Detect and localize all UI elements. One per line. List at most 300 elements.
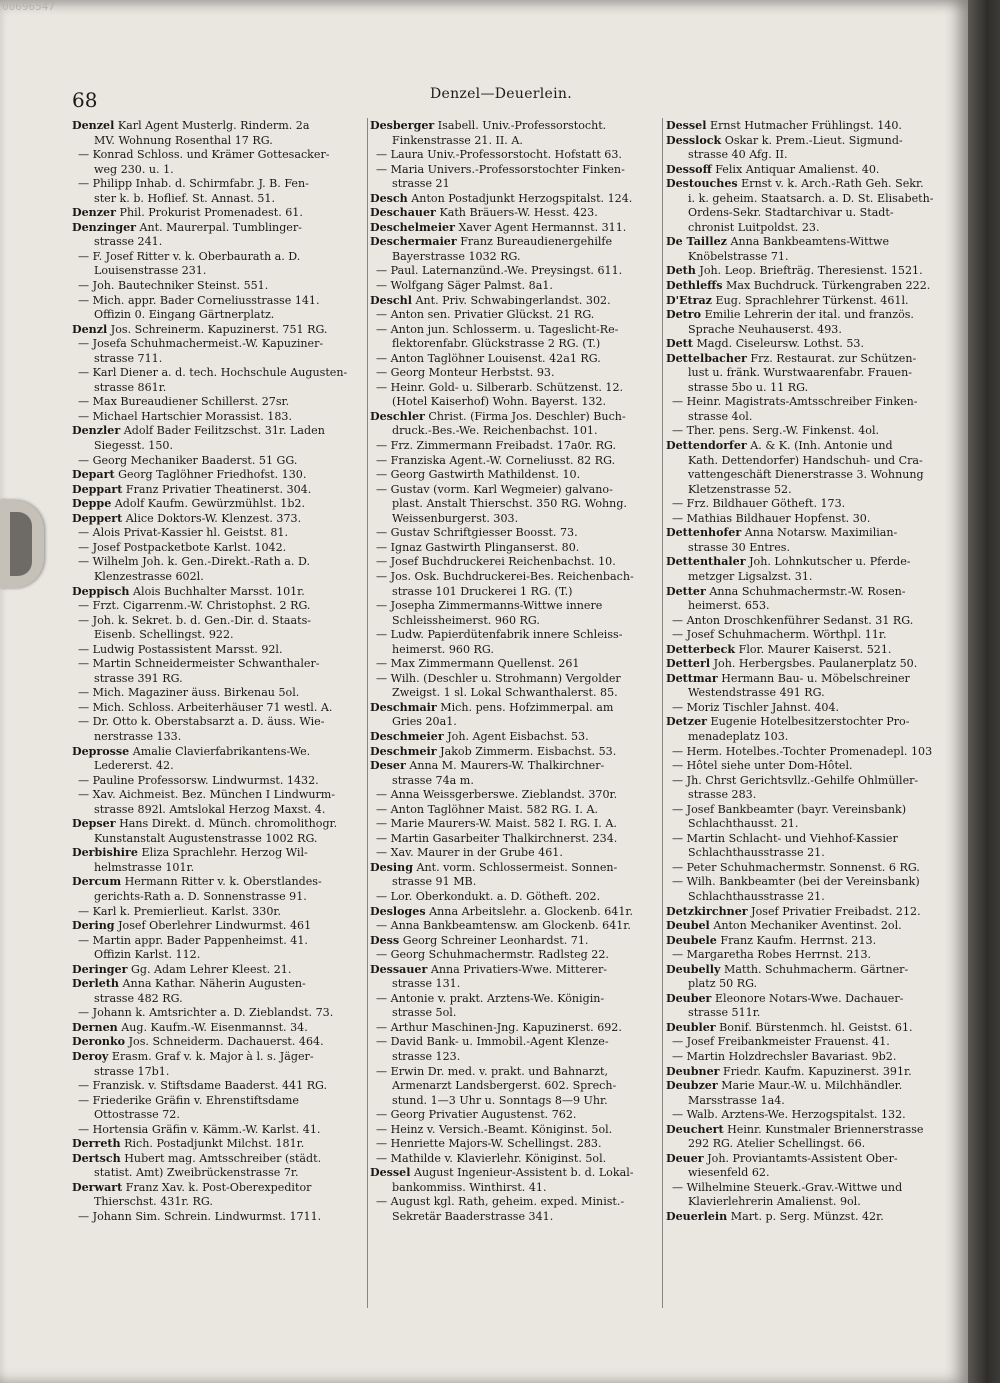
sub-entry: — Friederike Gräfin v. Ehrenstiftsdame [78, 1093, 299, 1107]
entry-surname: Dernen [72, 1020, 118, 1034]
entry-details: Josef Privatier Freibadst. 212. [751, 904, 921, 918]
sub-entry: — Franziska Agent.-W. Corneliusst. 82 RG. [376, 453, 616, 467]
entry-details: Ant. Maurerpal. Tumblinger- [139, 220, 302, 234]
sub-entry: — Antonie v. prakt. Arztens-We. Königin- [376, 991, 605, 1005]
sub-entry: — Heinr. Magistrats-Amtsschreiber Finken- [672, 395, 918, 409]
directory-entry [72, 424, 364, 439]
directory-entry [370, 206, 660, 221]
continuation-line: Ledererst. 42. [94, 759, 174, 773]
entry-details: Franz Bureaudienergehilfe [460, 235, 613, 249]
entry-surname: Deubelly [666, 962, 721, 976]
continuation-line: Weissenburgerst. 303. [392, 511, 519, 525]
continuation-line: platz 50 RG. [688, 977, 758, 991]
entry-surname: Deuber [666, 991, 712, 1005]
entry-details: Joh. Proviantamts-Assistent Ober- [707, 1151, 898, 1165]
continuation-line: Sprache Neuhauserst. 493. [688, 322, 842, 336]
continuation-line: ster k. b. Hoflief. St. Annast. 51. [94, 191, 275, 205]
entry-surname: Deschmeir [370, 744, 437, 758]
continuation-line: bankommiss. Winthirst. 41. [392, 1180, 547, 1194]
entry-details: Alice Doktors-W. Klenzest. 373. [125, 511, 302, 525]
entry-details: Ant. Priv. Schwabingerlandst. 302. [415, 293, 611, 307]
sub-entry: — Paul. Laternanzünd.-We. Preysingst. 611. [376, 264, 623, 278]
directory-entry [72, 817, 364, 832]
sub-entry: — Hôtel siehe unter Dom-Hôtel. [672, 759, 853, 773]
directory-entry [370, 934, 660, 949]
sub-entry: — Hortensia Gräfin v. Kämm.-W. Karlst. 41. [78, 1122, 321, 1136]
directory-entry [370, 1166, 660, 1181]
entry-details: Heinr. Kunstmaler Briennerstrasse [727, 1122, 924, 1136]
entry-surname: Deth [666, 264, 696, 278]
entry-details: Rich. Postadjunkt Milchst. 181r. [124, 1137, 305, 1151]
entry-surname: Deuer [666, 1151, 704, 1165]
sub-entry: — Martin Gasarbeiter Thalkirchnerst. 234. [376, 831, 618, 845]
entry-details: Anna Kathar. Näherin Augusten- [122, 977, 306, 991]
entry-surname: Detter [666, 584, 706, 598]
continuation-line: 292 RG. Atelier Schellingst. 66. [688, 1137, 866, 1151]
sub-entry: — Karl k. Premierlieut. Karlst. 330r. [78, 904, 282, 918]
sub-entry: — Max Bureaudiener Schillerst. 27sr. [78, 395, 290, 409]
entry-surname: Dettenhofer [666, 526, 742, 540]
entry-surname: Deringer [72, 962, 128, 976]
entry-details: Joh. Herbergsbes. Paulanerplatz 50. [713, 657, 918, 671]
sub-entry: — Josef Bankbeamter (bayr. Vereinsbank) [672, 802, 907, 816]
entry-details: Xaver Agent Hermannst. 311. [458, 220, 627, 234]
continuation-line: heimerst. 960 RG. [392, 642, 494, 656]
entry-details: Joh. Leop. Briefträg. Theresienst. 1521. [699, 264, 923, 278]
directory-entry [666, 264, 952, 279]
directory-entry [72, 1050, 364, 1065]
entry-details: Friedr. Kaufm. Kapuzinerst. 391r. [723, 1064, 912, 1078]
continuation-line: strasse 30 Entres. [688, 540, 790, 554]
entry-surname: Deschelmeier [370, 220, 455, 234]
sub-entry: — Anton Taglöhner Louisenst. 42a1 RG. [376, 351, 601, 365]
directory-entry [666, 352, 952, 367]
sub-entry: — Johann Sim. Schrein. Lindwurmst. 1711. [78, 1210, 322, 1224]
entry-surname: Dessel [370, 1166, 411, 1180]
directory-entry [72, 846, 364, 861]
directory-entry [370, 701, 660, 716]
continuation-line: heimerst. 653. [688, 599, 770, 613]
sub-entry: — Heinr. Gold- u. Silberarb. Schützenst. 12. [376, 380, 624, 394]
directory-entry [72, 875, 364, 890]
entry-surname: Deubel [666, 919, 710, 933]
sub-entry: — Dr. Otto k. Oberstabsarzt a. D. äuss. Wie- [78, 715, 325, 729]
entry-surname: Deuchert [666, 1122, 724, 1136]
entry-details: Bonif. Bürstenmch. hl. Geistst. 61. [719, 1020, 913, 1034]
entry-details: Phil. Prokurist Promenadest. 61. [119, 206, 303, 220]
entry-surname: Denzl [72, 322, 108, 336]
column-1 [72, 119, 364, 1225]
directory-entry [72, 1181, 364, 1196]
continuation-line: Armenarzt Landsbergerst. 602. Sprech- [392, 1079, 617, 1093]
binding-tab [0, 500, 44, 588]
directory-entry [666, 163, 952, 178]
directory-entry [666, 657, 952, 672]
directory-entry [72, 977, 364, 992]
entry-surname: Denzer [72, 206, 116, 220]
directory-entry [666, 119, 952, 134]
sub-entry: — Anna Bankbeamtensw. am Glockenb. 641r. [376, 919, 631, 933]
entry-surname: Destouches [666, 177, 738, 191]
sub-entry: — Georg Gastwirth Mathildenst. 10. [376, 468, 581, 482]
continuation-line: strasse 5bo u. 11 RG. [688, 380, 809, 394]
entry-details: Hans Direkt. d. Münch. chromolithogr. [119, 817, 338, 831]
entry-details: Georg Taglöhner Friedhofst. 130. [118, 468, 307, 482]
directory-entry [666, 337, 952, 352]
entry-surname: Denzler [72, 424, 121, 438]
sub-entry: — Anna Weissgerberswe. Zieblandst. 370r. [376, 788, 618, 802]
entry-details: Hermann Bau- u. Möbelschreiner [721, 671, 910, 685]
directory-entry [370, 905, 660, 920]
sub-entry: — Mathilde v. Klavierlehr. Königinst. 5ol. [376, 1151, 607, 1165]
sub-entry: — Martin Holzdrechsler Bavariast. 9b2. [672, 1050, 897, 1063]
entry-surname: Deuerlein [666, 1210, 728, 1224]
continuation-line: i. k. geheim. Staatsarch. a. D. St. Elisabeth- [688, 191, 934, 205]
sub-entry: — Frz. Bildhauer Götheft. 173. [672, 497, 846, 511]
entry-details: Adolf Kaufm. Gewürzmühlst. 1b2. [114, 497, 306, 511]
sub-entry: — Mathias Bildhauer Hopfenst. 30. [672, 511, 871, 525]
entry-details: Anna Bankbeamtens-Wittwe [730, 235, 890, 249]
entry-surname: Dettelbacher [666, 351, 747, 365]
entry-details: Eugenie Hotelbesitzerstochter Pro- [710, 715, 910, 729]
sub-entry: — Marie Maurers-W. Maist. 582 I. RG. I. A. [376, 817, 617, 831]
entry-surname: Dettmar [666, 671, 718, 685]
continuation-line: strasse 5ol. [392, 1006, 457, 1020]
directory-entry [666, 555, 952, 570]
entry-details: Ant. vorm. Schlossermeist. Sonnen- [416, 860, 618, 874]
sub-entry: — Ludw. Papierdütenfabrik innere Schleiss- [376, 628, 623, 642]
directory-entry [72, 512, 364, 527]
entry-surname: Deschl [370, 293, 412, 307]
sub-entry: — Konrad Schloss. und Krämer Gottesacker- [78, 148, 330, 162]
directory-entry [666, 905, 952, 920]
sub-entry: — Josef Schuhmacherm. Wörthpl. 11r. [672, 628, 887, 642]
entry-details: Anton Mechaniker Aventinst. 2ol. [713, 919, 902, 933]
column-3 [666, 119, 952, 1225]
entry-details: Anna Privatiers-Wwe. Mitterer- [430, 962, 608, 976]
entry-surname: Depart [72, 468, 115, 482]
entry-details: Karl Agent Musterlg. Rinderm. 2a [117, 119, 310, 132]
directory-entry [666, 177, 952, 192]
entry-surname: Desloges [370, 904, 426, 918]
entry-surname: Detterbeck [666, 642, 736, 656]
continuation-line: Schleissheimerst. 960 RG. [392, 613, 540, 627]
entry-details: Aug. Kaufm.-W. Eisenmannst. 34. [121, 1020, 308, 1034]
entry-details: Anna Arbeitslehr. a. Glockenb. 641r. [429, 904, 633, 918]
directory-entry [666, 672, 952, 687]
continuation-line: lust u. fränk. Wurstwaarenfabr. Frauen- [688, 366, 912, 380]
entry-details: Mart. p. Serg. Münzst. 42r. [730, 1210, 884, 1224]
sub-entry: — Jos. Osk. Buchdruckerei-Bes. Reichenbach- [376, 569, 634, 583]
entry-details: Matth. Schuhmacherm. Gärtner- [723, 962, 909, 976]
continuation-line: strasse 711. [94, 351, 163, 365]
continuation-line: Kletzenstrasse 52. [688, 482, 792, 496]
directory-entry [666, 1079, 952, 1094]
entry-surname: Dettendorfer [666, 439, 747, 453]
sub-entry: — Martin appr. Bader Pappenheimst. 41. [78, 933, 308, 947]
directory-entry [666, 963, 952, 978]
continuation-line: Klenzestrasse 602l. [94, 569, 204, 583]
sub-entry: — Georg Mechaniker Baaderst. 51 GG. [78, 453, 298, 467]
entry-surname: Detzkirchner [666, 904, 748, 918]
continuation-line: Schlachthausst. 21. [688, 817, 799, 831]
directory-entry [370, 861, 660, 876]
sub-entry: — Alois Privat-Kassier hl. Geistst. 81. [78, 526, 288, 540]
directory-entry [666, 294, 952, 309]
entry-details: A. & K. (Inh. Antonie und [750, 439, 893, 453]
continuation-line: strasse 241. [94, 235, 163, 249]
continuation-line: helmstrasse 101r. [94, 860, 195, 874]
entry-details: Anna Schuhmachermstr.-W. Rosen- [709, 584, 906, 598]
entry-surname: Deschauer [370, 206, 436, 220]
entry-details: Eleonore Notars-Wwe. Dachauer- [714, 991, 904, 1005]
continuation-line: gerichts-Rath a. D. Sonnenstrasse 91. [94, 889, 307, 903]
entry-surname: De Taillez [666, 235, 727, 249]
sub-entry: — Herm. Hotelbes.-Tochter Promenadepl. 103 [672, 744, 933, 758]
entry-surname: Dessoff [666, 162, 712, 176]
directory-entry [72, 745, 364, 760]
continuation-line: strasse 123. [392, 1050, 461, 1063]
directory-entry [666, 934, 952, 949]
directory-entry [370, 730, 660, 745]
column-rule [662, 118, 663, 1308]
directory-entry [666, 715, 952, 730]
directory-entry [72, 323, 364, 338]
continuation-line: strasse 892l. Amtslokal Herzog Maxst. 4. [94, 802, 326, 816]
entry-details: Flor. Maurer Kaiserst. 521. [738, 642, 892, 656]
continuation-line: Offizin 0. Eingang Gärtnerplatz. [94, 308, 275, 322]
sub-entry: — Philipp Inhab. d. Schirmfabr. J. B. Fen- [78, 177, 309, 191]
directory-entry [72, 468, 364, 483]
entry-surname: Derwart [72, 1180, 123, 1194]
directory-entry [666, 235, 952, 250]
entry-surname: Deppe [72, 497, 112, 511]
sub-entry: — Mich. Magaziner äuss. Birkenau 5ol. [78, 686, 300, 700]
sub-entry: — Mich. appr. Bader Corneliusstrasse 141. [78, 293, 320, 307]
directory-entry [666, 1123, 952, 1138]
entry-surname: Deubele [666, 933, 717, 947]
sub-entry: — Wolfgang Säger Palmst. 8a1. [376, 279, 553, 293]
continuation-line: strasse 4ol. [688, 409, 753, 423]
sub-entry: — Josef Postpacketbote Karlst. 1042. [78, 540, 287, 554]
entry-details: Anna M. Maurers-W. Thalkirchner- [409, 759, 605, 773]
entry-details: Magd. Ciseleursw. Lothst. 53. [696, 337, 864, 351]
continuation-line: strasse 40 Afg. II. [688, 148, 788, 162]
sub-entry: — Peter Schuhmachermstr. Sonnenst. 6 RG. [672, 860, 920, 874]
continuation-line: strasse 511r. [688, 1006, 761, 1020]
continuation-line: Eisenb. Schellingst. 922. [94, 628, 234, 642]
directory-entry [72, 206, 364, 221]
continuation-line: chronist Luitpoldst. 23. [688, 220, 820, 234]
continuation-line: statist. Amt) Zweibrückenstrasse 7r. [94, 1166, 299, 1180]
entry-details: Adolf Bader Feilitzschst. 31r. Laden [123, 424, 325, 438]
entry-surname: Deubzer [666, 1079, 718, 1093]
continuation-line: metzger Ligsalzst. 31. [688, 569, 813, 583]
continuation-line: Bayerstrasse 1032 RG. [392, 249, 521, 263]
entry-surname: Desberger [370, 119, 435, 132]
sub-entry: — Lor. Oberkondukt. a. D. Götheft. 202. [376, 889, 601, 903]
continuation-line: wiesenfeld 62. [688, 1166, 770, 1180]
sub-entry: — Maria Univers.-Professorstochter Finken- [376, 162, 625, 176]
entry-details: Franz Privatier Theatinerst. 304. [125, 482, 312, 496]
sub-entry: — Wilh. Bankbeamter (bei der Vereinsbank) [672, 875, 920, 889]
directory-entry [666, 1210, 952, 1225]
sub-entry: — Martin Schneidermeister Schwanthaler- [78, 657, 320, 671]
continuation-line: strasse 283. [688, 788, 757, 802]
running-head: Denzel—Deuerlein. [430, 86, 572, 102]
directory-entry [72, 221, 364, 236]
entry-surname: Dethleffs [666, 279, 723, 293]
continuation-line: Sekretär Baaderstrasse 341. [392, 1210, 554, 1224]
directory-entry [666, 643, 952, 658]
sub-entry: — Arthur Maschinen-Jng. Kapuzinerst. 692. [376, 1020, 622, 1034]
sub-entry: — Frz. Zimmermann Freibadst. 17a0r. RG. [376, 439, 617, 453]
entry-details: Jos. Schreinerm. Kapuzinerst. 751 RG. [110, 322, 328, 336]
sub-entry: — Gustav (vorm. Karl Wegmeier) galvano- [376, 482, 613, 496]
continuation-line: strasse 74a m. [392, 773, 474, 787]
entry-surname: Derreth [72, 1137, 121, 1151]
entry-details: Jos. Schneiderm. Dachauerst. 464. [128, 1035, 324, 1049]
sub-entry: — Karl Diener a. d. tech. Hochschule Augusten- [78, 366, 348, 380]
continuation-line: plast. Anstalt Thierschst. 350 RG. Wohng. [392, 497, 627, 511]
sub-entry: — Ther. pens. Serg.-W. Finkenst. 4ol. [672, 424, 880, 438]
entry-surname: Deschler [370, 409, 425, 423]
continuation-line: strasse 391 RG. [94, 671, 183, 685]
directory-entry [370, 410, 660, 425]
sub-entry: — Moriz Tischler Jahnst. 404. [672, 700, 840, 714]
sub-entry: — Anton jun. Schlosserm. u. Tageslicht-Re- [376, 322, 619, 336]
directory-entry [72, 585, 364, 600]
continuation-line: Louisenstrasse 231. [94, 264, 207, 278]
continuation-line: Marsstrasse 1a4. [688, 1093, 785, 1107]
continuation-line: strasse 17b1. [94, 1064, 170, 1078]
continuation-line: Klavierlehrerin Amalienst. 9ol. [688, 1195, 861, 1209]
entry-details: Ernst v. k. Arch.-Rath Geh. Sekr. [741, 177, 924, 191]
entry-details: Christ. (Firma Jos. Deschler) Buch- [428, 409, 626, 423]
continuation-line: strasse 861r. [94, 380, 167, 394]
sub-entry: — Georg Monteur Herbstst. 93. [376, 366, 555, 380]
sub-entry: — Erwin Dr. med. v. prakt. und Bahnarzt, [376, 1064, 608, 1078]
entry-details: Alois Buchhalter Marsst. 101r. [133, 584, 305, 598]
sub-entry: — Josef Freibankmeister Frauenst. 41. [672, 1035, 890, 1049]
continuation-line: flektorenfabr. Glückstrasse 2 RG. (T.) [392, 337, 601, 351]
entry-details: Ernst Hutmacher Frühlingst. 140. [709, 119, 902, 132]
continuation-line: menadeplatz 103. [688, 729, 789, 743]
entry-surname: Derleth [72, 977, 119, 991]
continuation-line: strasse 91 MB. [392, 875, 477, 889]
entry-surname: Derbishire [72, 846, 138, 860]
continuation-line: Thierschst. 431r. RG. [94, 1195, 213, 1209]
entry-details: Joh. Agent Eisbachst. 53. [447, 729, 589, 743]
entry-surname: D'Etraz [666, 293, 712, 307]
sub-entry: — Xav. Aichmeist. Bez. München I Lindwurm- [78, 788, 336, 802]
directory-entry [666, 1152, 952, 1167]
sub-entry: — F. Josef Ritter v. k. Oberbaurath a. D. [78, 249, 301, 263]
entry-surname: Dessel [666, 119, 707, 132]
continuation-line: Kunstanstalt Augustenstrasse 1002 RG. [94, 831, 318, 845]
directory-entry [666, 1021, 952, 1036]
sub-entry: — Johann k. Amtsrichter a. D. Zieblandst. 73. [78, 1006, 334, 1020]
sub-entry: — Anton Taglöhner Maist. 582 RG. I. A. [376, 802, 599, 816]
continuation-line: Westendstrasse 491 RG. [688, 686, 825, 700]
directory-entry [72, 497, 364, 512]
continuation-line: stund. 1—3 Uhr u. Sonntags 8—9 Uhr. [392, 1093, 608, 1107]
column-2 [370, 119, 660, 1225]
sub-entry: — Michael Hartschier Morassist. 183. [78, 409, 292, 423]
directory-entry [370, 235, 660, 250]
sub-entry: — Walb. Arztens-We. Herzogspitalst. 132. [672, 1108, 906, 1122]
sub-entry: — Joh. Bautechniker Steinst. 551. [78, 279, 269, 293]
book-edge [968, 0, 1000, 1383]
entry-details: Anna Notarsw. Maximilian- [744, 526, 898, 540]
sub-entry: — Heinz v. Versich.-Beamt. Königinst. 5ol. [376, 1122, 613, 1136]
directory-entry [72, 483, 364, 498]
directory-entry [666, 439, 952, 454]
entry-surname: Desing [370, 860, 413, 874]
sub-entry: — August kgl. Rath, geheim. exped. Minist.- [376, 1195, 625, 1209]
sub-entry: — Henriette Majors-W. Schellingst. 283. [376, 1137, 602, 1151]
entry-surname: Denzinger [72, 220, 136, 234]
sub-entry: — Wilh. (Deschler u. Strohmann) Vergolder [376, 671, 621, 685]
sub-entry: — Jh. Chrst Gerichtsvllz.-Gehilfe Ohlmüller- [672, 773, 919, 787]
directory-entry [72, 1137, 364, 1152]
continuation-line: Knöbelstrasse 71. [688, 249, 789, 263]
directory-entry [666, 308, 952, 323]
entry-details: Oskar k. Prem.-Lieut. Sigmund- [724, 133, 903, 147]
directory-entry [370, 192, 660, 207]
entry-surname: Deubner [666, 1064, 720, 1078]
entry-details: Kath Bräuers-W. Hesst. 423. [439, 206, 598, 220]
archive-stamp: 00696547 [2, 0, 55, 13]
sub-entry: — Wilhelmine Steuerk.-Grav.-Wittwe und [672, 1180, 903, 1194]
entry-details: Anton Postadjunkt Herzogspitalst. 124. [411, 191, 633, 205]
directory-entry [666, 585, 952, 600]
entry-details: Eliza Sprachlehr. Herzog Wil- [141, 846, 308, 860]
sub-entry: — Frzt. Cigarrenm.-W. Christophst. 2 RG. [78, 599, 311, 613]
sub-entry: — Wilhelm Joh. k. Gen.-Direkt.-Rath a. D. [78, 555, 310, 569]
sub-entry: — Ludwig Postassistent Marsst. 92l. [78, 642, 283, 656]
column-rule [367, 118, 368, 1308]
continuation-line: Zweigst. 1 sl. Lokal Schwanthalerst. 85. [392, 686, 618, 700]
entry-details: Joh. Lohnkutscher u. Pferde- [749, 555, 911, 569]
continuation-line: nerstrasse 133. [94, 729, 182, 743]
entry-details: August Ingenieur-Assistent b. d. Lokal- [413, 1166, 634, 1180]
entry-details: Isabell. Univ.-Professorstocht. [437, 119, 607, 132]
continuation-line: MV. Wohnung Rosenthal 17 RG. [94, 133, 273, 147]
entry-surname: Dett [666, 337, 693, 351]
directory-entry [666, 919, 952, 934]
continuation-line: Gries 20a1. [392, 715, 457, 729]
entry-details: Georg Schreiner Leonhardst. 71. [402, 933, 589, 947]
entry-surname: Dess [370, 933, 400, 947]
continuation-line: Ottostrasse 72. [94, 1108, 180, 1122]
sub-entry: — Max Zimmermann Quellenst. 261 [376, 657, 580, 671]
entry-details: Hubert mag. Amtsschreiber (städt. [124, 1151, 322, 1165]
sub-entry: — Josepha Zimmermanns-Wittwe innere [376, 599, 603, 613]
entry-surname: Deubler [666, 1020, 716, 1034]
directory-entry [72, 919, 364, 934]
entry-details: Jakob Zimmerm. Eisbachst. 53. [440, 744, 617, 758]
sub-entry: — Martin Schlacht- und Viehhof-Kassier [672, 831, 898, 845]
entry-surname: Dertsch [72, 1151, 121, 1165]
entry-surname: Deroy [72, 1050, 109, 1063]
sub-entry: — Joh. k. Sekret. b. d. Gen.-Dir. d. Staats- [78, 613, 312, 627]
entry-details: Josef Oberlehrer Lindwurmst. 461 [118, 919, 312, 933]
sub-entry: — Josef Buchdruckerei Reichenbachst. 10. [376, 555, 616, 569]
sub-entry: — Anton Droschkenführer Sedanst. 31 RG. [672, 613, 914, 627]
directory-entry [370, 745, 660, 760]
continuation-line: Schlachthausstrasse 21. [688, 846, 825, 860]
